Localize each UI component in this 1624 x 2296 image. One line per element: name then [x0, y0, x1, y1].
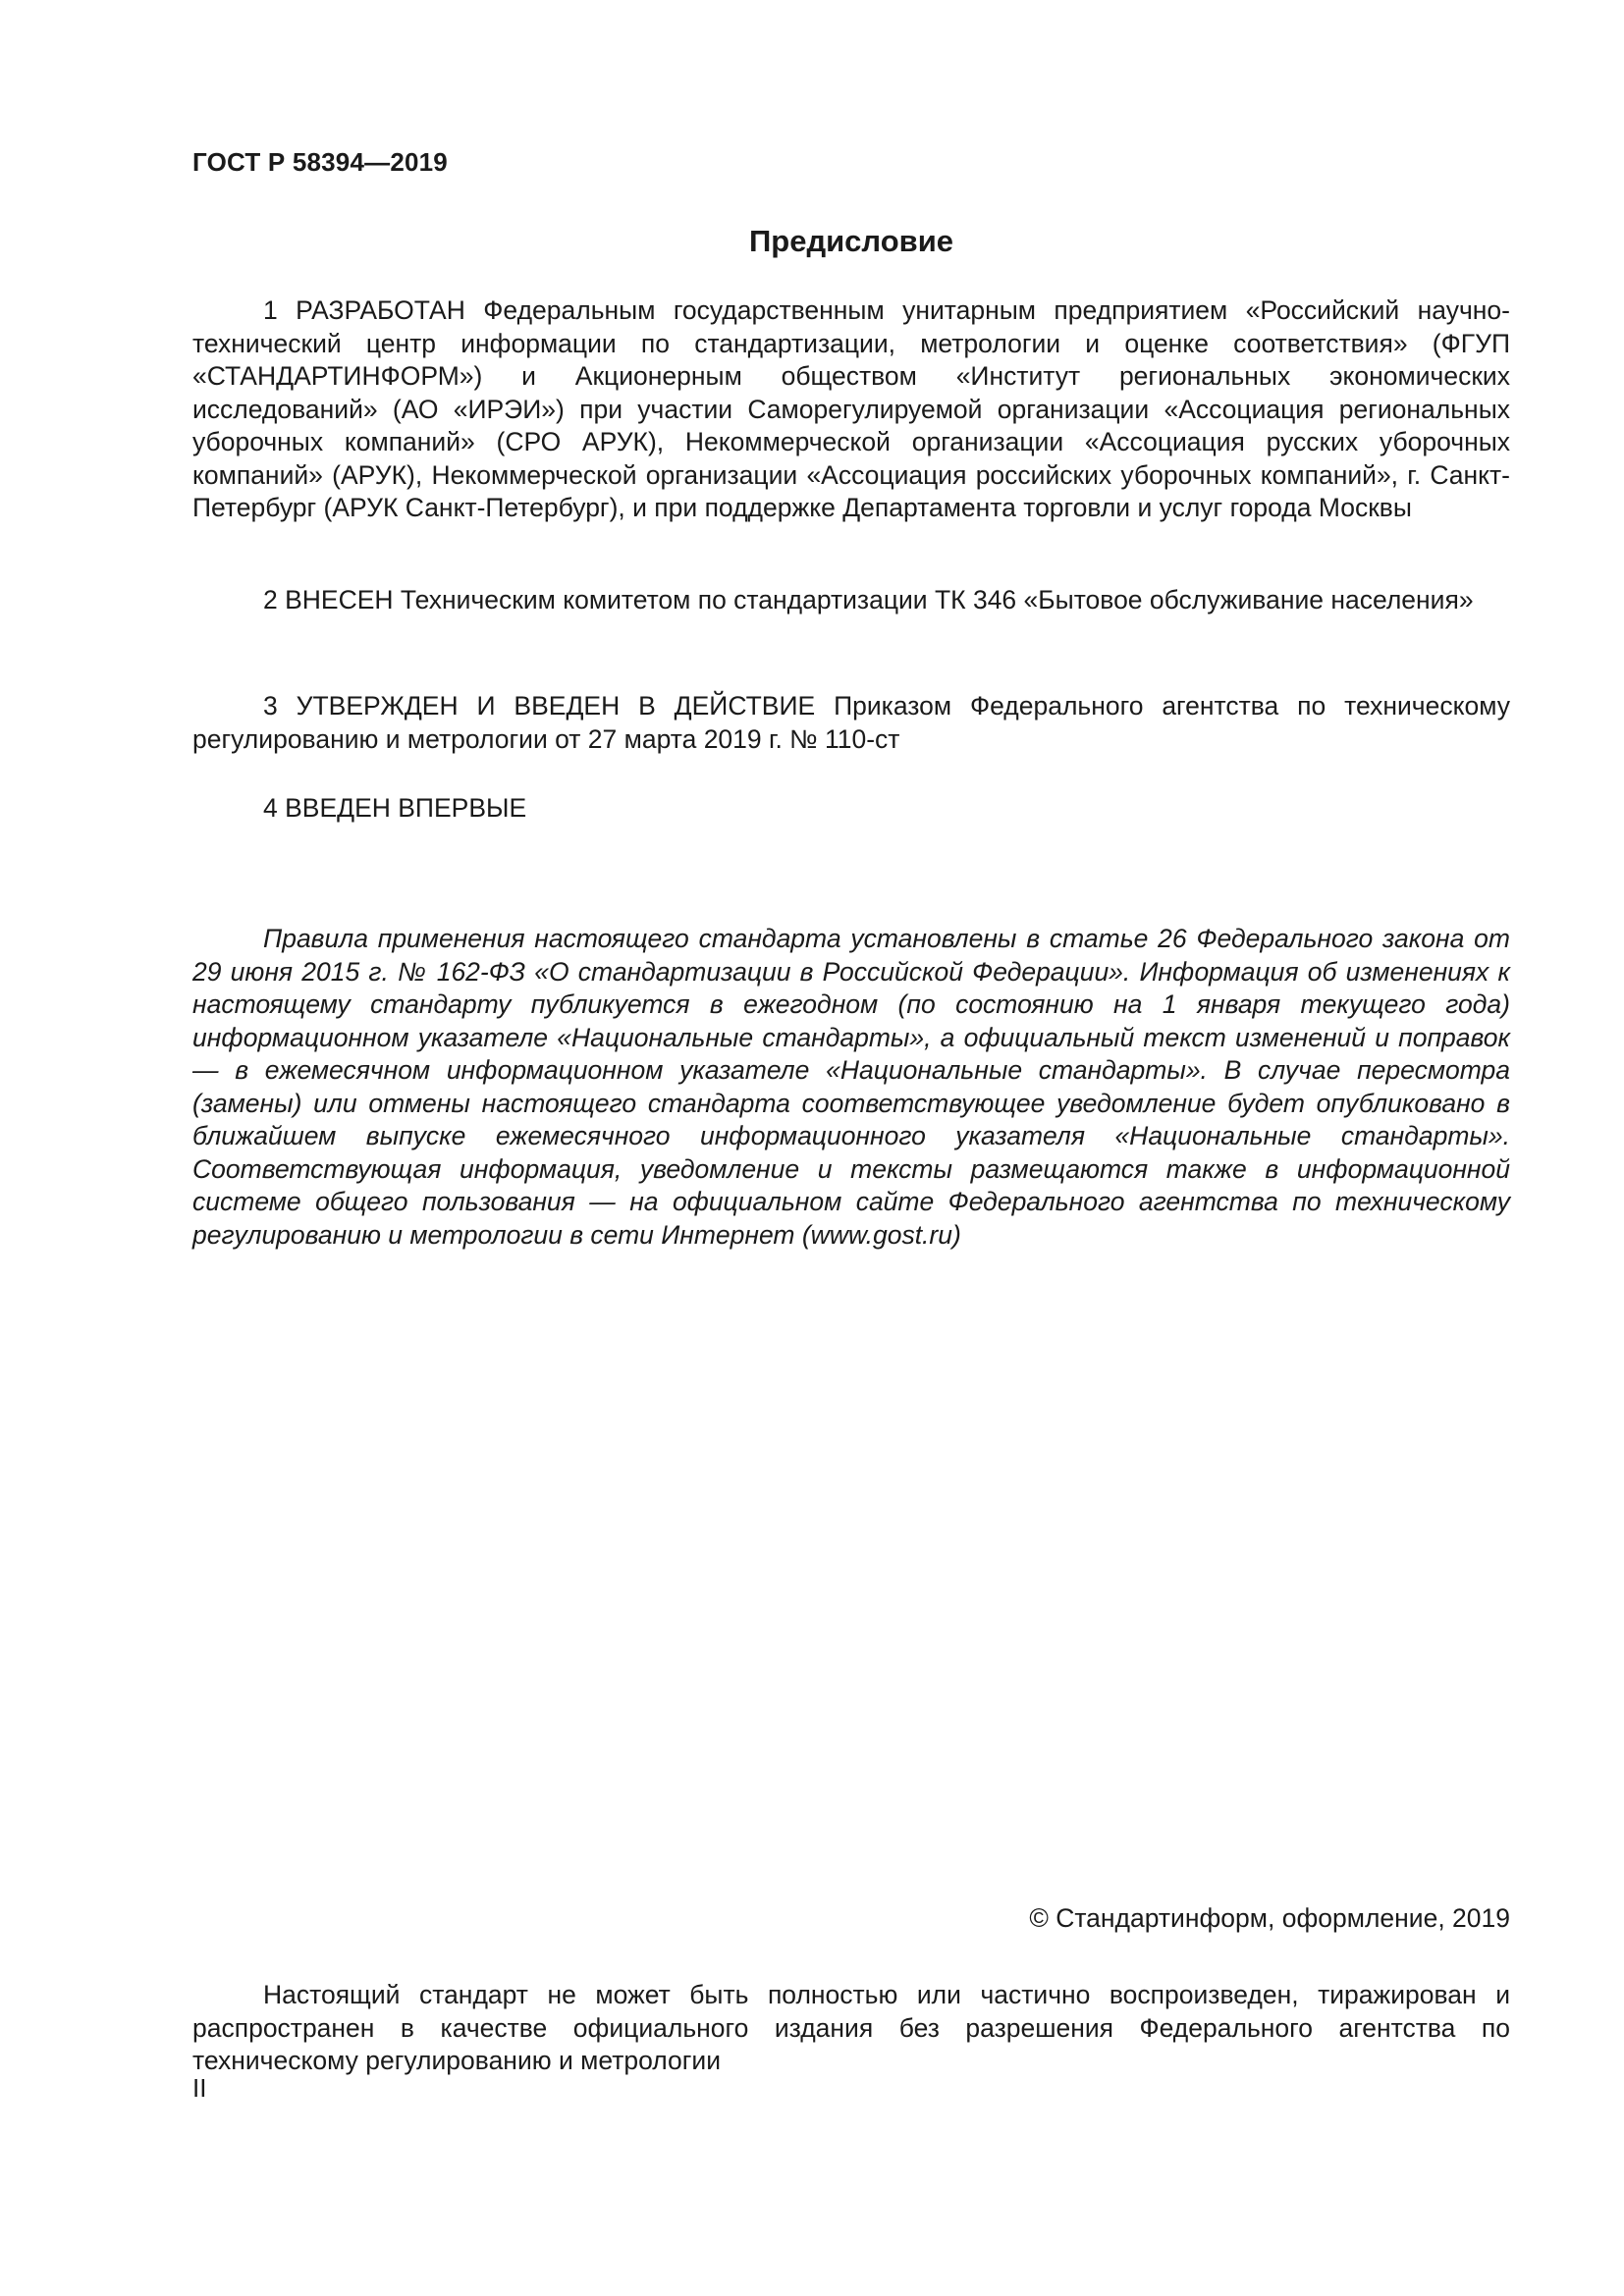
foreword-item-2: 2 ВНЕСЕН Техническим комитетом по стандартизации ТК 346 «Бытовое обслуживание населения» [263, 585, 1474, 614]
standard-code-header: ГОСТ Р 58394—2019 [192, 147, 448, 177]
foreword-item-4: 4 ВВЕДЕН ВПЕРВЫЕ [263, 793, 527, 823]
foreword-item-3: 3 УТВЕРЖДЕН И ВВЕДЕН В ДЕЙСТВИЕ Приказом Федерального агентства по техническому регулированию и метрологии от 27 марта 2019 г. № 110-ст [192, 691, 1510, 754]
reproduction-notice: Настоящий стандарт не может быть полностью или частично воспроизведен, тиражирован и распространен в качестве официального издания без разрешения Федерального агентства по техническому регулированию и метрологии [192, 1980, 1510, 2075]
copyright-line: © Стандартинформ, оформление, 2019 [1029, 1903, 1510, 1933]
foreword-item-1: 1 РАЗРАБОТАН Федеральным государственным унитарным предприятием «Российский научно-технический центр информации по стандартизации, метрологии и оценке соответствия» (ФГУП «СТАНДАРТИНФОРМ») и Акционерным обществом «Институт региональных экономических исследований» (АО «ИРЭИ») при участии Саморегулируемой организации «Ассоциация региональных уборочных компаний» (СРО АРУК), Некоммерческой организации «Ассоциация русских уборочных компаний» (АРУК), Некоммерческой организации «Ассоциация российских уборочных компаний», г. Санкт-Петербург (АРУК Санкт-Петербург), и при поддержке Департамента торговли и услуг города Москвы [192, 295, 1510, 522]
page-number: II [192, 2073, 207, 2103]
application-rules-notice: Правила применения настоящего стандарта установлены в статье 26 Федерального закона от 29 июня 2015 г. № 162-ФЗ «О стандартизации в Российской Федерации». Информация об изменениях к настоящему стандарту публикуется в ежегодном (по состоянию на 1 января текущего года) информационном указателе «Национальные стандарты», а официальный текст изменений и поправок — в ежемесячном информационном указателе «Национальные стандарты». В случае пересмотра (замены) или отмены настоящего стандарта соответствующее уведомление будет опубликовано в ближайшем выпуске ежемесячного информационного указателя «Национальные стандарты». Соответствующая информация, уведомление и тексты размещаются также в информационной системе общего пользования — на официальном сайте Федерального агентства по техническому регулированию и метрологии в сети Интернет (www.gost.ru) [192, 924, 1510, 1250]
page-title: Предисловие [748, 224, 953, 258]
